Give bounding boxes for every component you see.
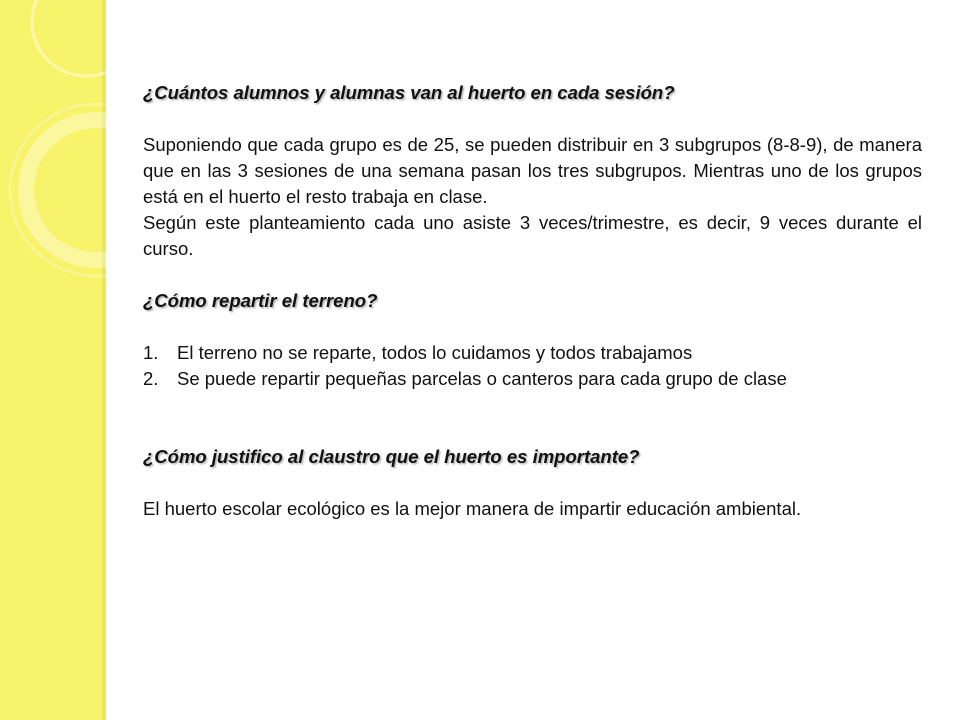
paragraph-subgroups: Suponiendo que cada grupo es de 25, se pueden distribuir en 3 subgrupos (8-8-9), de manera que en las 3 sesiones de una semana pasan los tres subgrupos. Mientras uno de los grupos está en el huerto el resto trabaja en clase. xyxy=(143,134,922,207)
section-heading-divide-land: ¿Cómo repartir el terreno? xyxy=(143,290,378,311)
paragraph-attendance: Según este planteamiento cada uno asiste 3 veces/trimestre, es decir, 9 veces durante el curso. xyxy=(143,212,922,259)
section-heading-justify-importance: ¿Cómo justifico al claustro que el huerto es importante? xyxy=(143,446,640,467)
spacer xyxy=(143,392,922,444)
list-item-number: 1. xyxy=(143,342,159,363)
list-item xyxy=(143,340,922,366)
list-item-text: El terreno no se reparte, todos lo cuidamos y todos trabajamos xyxy=(177,342,693,363)
slide-content xyxy=(143,80,922,522)
list-item-number: 2. xyxy=(143,368,159,389)
list-item-text: Se puede repartir pequeñas parcelas o canteros para cada grupo de clase xyxy=(177,368,787,389)
spacer xyxy=(143,314,922,340)
numbered-list xyxy=(143,340,922,392)
decorative-side-band xyxy=(0,0,106,720)
spacer xyxy=(143,470,922,496)
list-item xyxy=(143,366,922,392)
section-heading-students-per-session: ¿Cuántos alumnos y alumnas van al huerto en cada sesión? xyxy=(143,82,675,103)
spacer xyxy=(143,262,922,288)
spacer xyxy=(143,106,922,132)
paragraph-environmental-education: El huerto escolar ecológico es la mejor manera de impartir educación ambiental. xyxy=(143,498,802,519)
decorative-circles-graphic xyxy=(0,0,106,720)
